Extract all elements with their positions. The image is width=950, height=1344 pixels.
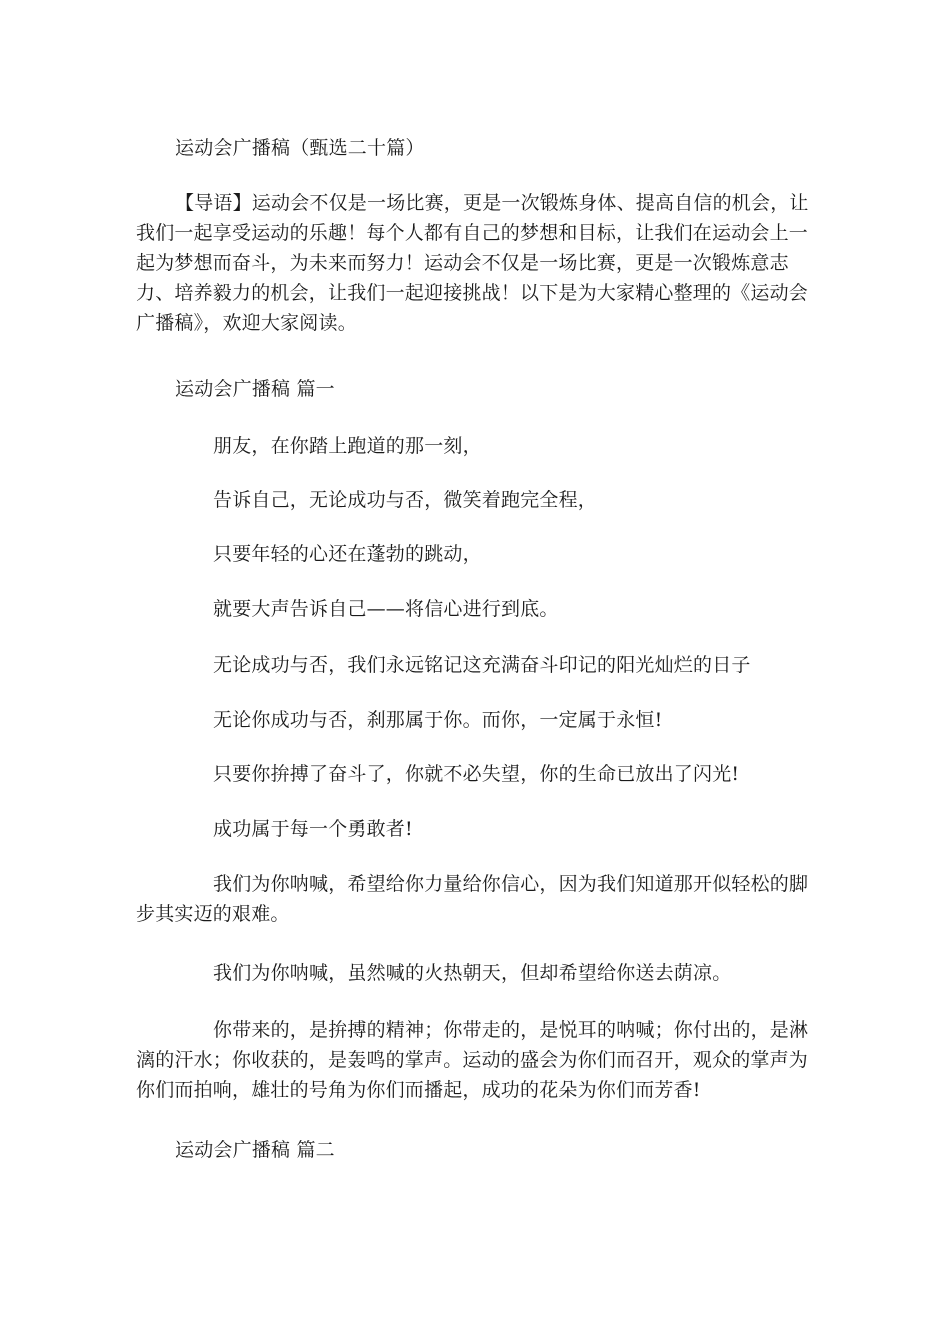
verse-line: 无论成功与否，我们永远铭记这充满奋斗印记的阳光灿烂的日子 bbox=[213, 654, 751, 676]
verse-line: 告诉自己，无论成功与否，微笑着跑完全程， bbox=[213, 489, 598, 511]
body-paragraph: 你带来的，是拚搏的精神；你带走的，是悦耳的呐喊；你付出的，是淋漓的汗水；你收获的，是轰鸣的掌声。运动的盛会为你们而召开，观众的掌声为你们而拍响，雄壮的号角为你们而播起，成功的花朵为你们而芳香! bbox=[136, 1019, 809, 1101]
verse-line: 朋友，在你踏上跑道的那一刻， bbox=[213, 435, 482, 457]
verse-line: 无论你成功与否，刹那属于你。而你，一定属于永恒! bbox=[213, 709, 663, 731]
verse-line: 成功属于每一个勇敢者! bbox=[213, 818, 413, 840]
document-title: 运动会广播稿（甄选二十篇） bbox=[175, 137, 425, 159]
body-paragraph: 我们为你呐喊，虽然喊的火热朝天，但却希望给你送去荫凉。 bbox=[213, 962, 732, 984]
section-heading-2: 运动会广播稿 篇二 bbox=[175, 1139, 335, 1161]
body-paragraph: 我们为你呐喊，希望给你力量给你信心，因为我们知道那开似轻松的脚步其实迈的艰难。 bbox=[136, 873, 809, 925]
verse-line: 只要年轻的心还在蓬勃的跳动， bbox=[213, 543, 482, 565]
verse-line: 只要你拚搏了奋斗了，你就不必失望，你的生命已放出了闪光! bbox=[213, 763, 740, 785]
section-heading-1: 运动会广播稿 篇一 bbox=[175, 378, 335, 400]
verse-line: 就要大声告诉自己——将信心进行到底。 bbox=[213, 598, 559, 620]
intro-paragraph: 【导语】运动会不仅是一场比赛，更是一次锻炼身体、提高自信的机会，让我们一起享受运动的乐趣！每个人都有自己的梦想和目标，让我们在运动会上一起为梦想而奋斗，为未来而努力！运动会不仅是一场比赛，更是一次锻炼意志力、培养毅力的机会，让我们一起迎接挑战！以下是为大家精心整理的《运动会广播稿》，欢迎大家阅读。 bbox=[136, 192, 809, 334]
